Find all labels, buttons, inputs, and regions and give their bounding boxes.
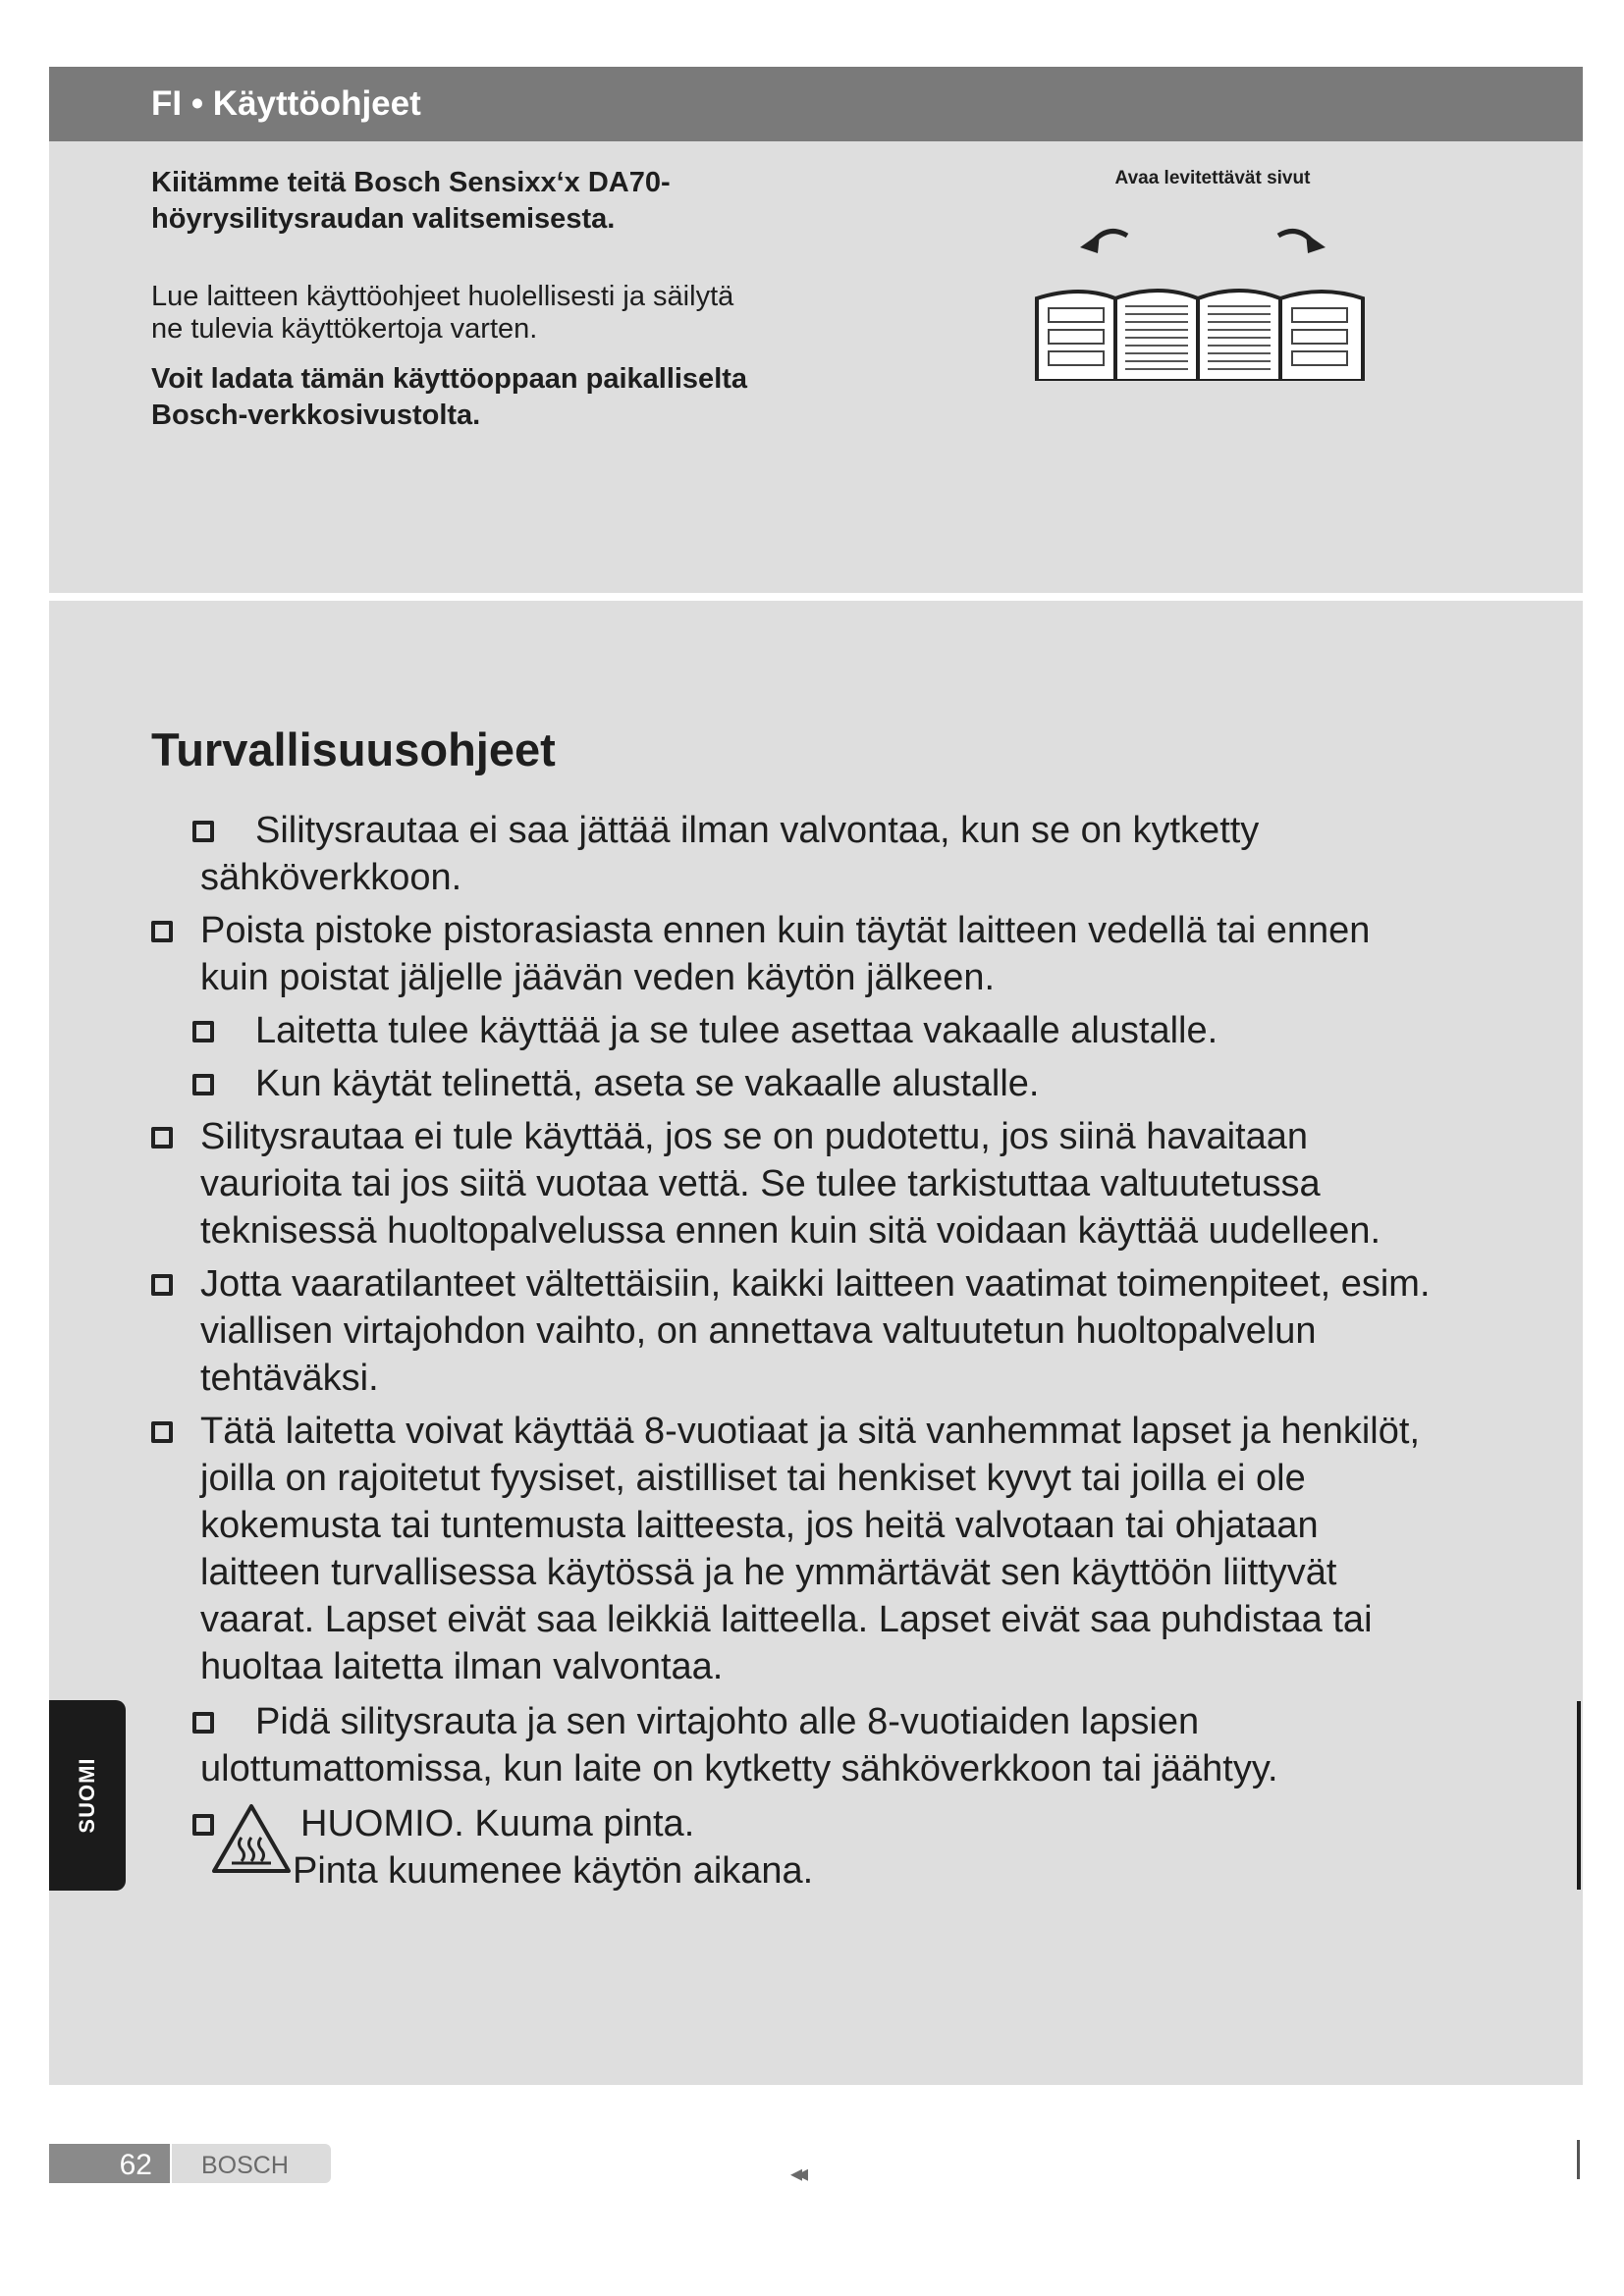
header-bar: [49, 67, 1583, 141]
read-line-2: ne tulevia käyttökertoja varten.: [151, 313, 538, 345]
item-line: Kun käytät telinettä, aseta se vakaalle alustalle.: [255, 1063, 1040, 1104]
thanks-line-1: Kiitämme teitä Bosch Sensixx‘x DA70-: [151, 167, 671, 198]
item-line: Poista pistoke pistorasiasta ennen kuin täytät laitteen vedellä tai ennen: [200, 910, 1371, 951]
read-line-1: Lue laitteen käyttöohjeet huolellisesti ja säilytä: [151, 281, 734, 312]
safety-item-3: [192, 1007, 1218, 1054]
section-title: Turvallisuusohjeet: [151, 723, 556, 775]
item-line: HUOMIO. Kuuma pinta.: [300, 1803, 695, 1844]
item-line: kuin poistat jäljelle jäävän veden käytön jälkeen.: [200, 957, 996, 998]
download-line-2: Bosch-verkkosivustolta.: [151, 400, 481, 431]
safety-item-4: [192, 1060, 1039, 1107]
item-line: laitteen turvallisessa käytössä ja he ymmärtävät sen käyttöön liittyvät: [200, 1552, 1337, 1593]
item-line: teknisessä huoltopalvelussa ennen kuin sitä voidaan käyttää uudelleen.: [200, 1210, 1381, 1252]
side-tab-label: SUOMI: [75, 1757, 99, 1834]
checkbox-bullet-icon: [151, 921, 173, 942]
checkbox-bullet-icon: [151, 1421, 173, 1443]
item-line: viallisen virtajohdon vaihto, on annettava valtuutetun huoltopalvelun: [200, 1310, 1317, 1352]
item-line: sähköverkkoon.: [200, 857, 462, 898]
item-line: Jotta vaaratilanteet vältettäisiin, kaikki laitteen vaatimat toimenpiteet, esim.: [200, 1263, 1431, 1305]
safety-item-6: [151, 1260, 1431, 1402]
item-line: joilla on rajoitetut fyysiset, aistilliset tai henkiset kyvyt tai joilla ei ole: [200, 1458, 1306, 1499]
safety-item-7: [151, 1408, 1420, 1690]
checkbox-bullet-icon: [151, 1274, 173, 1296]
intro-panel: [49, 141, 1583, 593]
page-number-box: [49, 2144, 170, 2183]
hot-surface-warning-icon: [210, 1802, 293, 1875]
right-margin-marker: [1577, 1701, 1581, 1890]
language-side-tab: [49, 1700, 126, 1891]
item-line: Tätä laitetta voivat käyttää 8-vuotiaat ja sitä vanhemmat lapset ja henkilöt,: [200, 1411, 1420, 1452]
item-line: Silitysrautaa ei tule käyttää, jos se on pudotettu, jos siinä havaitaan: [200, 1116, 1309, 1157]
item-line: vaarat. Lapset eivät saa leikkiä laitteella. Lapset eivät saa puhdistaa tai: [200, 1599, 1373, 1640]
back-nav-icon[interactable]: ◂◂: [790, 2161, 803, 2187]
header-title: FI • Käyttöohjeet: [151, 84, 421, 123]
item-line: ulottumattomissa, kun laite on kytketty sähköverkkoon tai jäähtyy.: [200, 1748, 1278, 1789]
safety-item-8: [192, 1698, 1278, 1792]
checkbox-bullet-icon: [192, 821, 214, 842]
page-number: 62: [119, 2149, 152, 2181]
item-line: vaurioita tai jos siitä vuotaa vettä. Se tulee tarkistuttaa valtuutetussa: [200, 1163, 1321, 1204]
checkbox-bullet-icon: [192, 1712, 214, 1734]
checkbox-bullet-icon: [192, 1074, 214, 1095]
checkbox-bullet-icon: [192, 1021, 214, 1042]
checkbox-bullet-icon: [151, 1127, 173, 1148]
brand-name: BOSCH: [201, 2152, 289, 2179]
safety-item-1: [192, 807, 1259, 901]
right-margin-marker: [1577, 2140, 1580, 2179]
item-line: kokemusta tai tuntemusta laitteesta, jos heitä valvotaan tai ohjataan: [200, 1505, 1319, 1546]
download-line-1: Voit ladata tämän käyttöoppaan paikalliselta: [151, 363, 748, 395]
safety-item-2: [151, 907, 1370, 1001]
thanks-line-2: höyrysilitysraudan valitsemisesta.: [151, 203, 616, 235]
item-line: Pidä silitysrauta ja sen virtajohto alle 8-vuotiaiden lapsien: [255, 1701, 1200, 1742]
safety-item-9: [192, 1800, 813, 1895]
safety-item-5: [151, 1113, 1380, 1255]
item-line: Pinta kuumenee käytön aikana.: [293, 1850, 814, 1892]
item-line: Laitetta tulee käyttää ja se tulee asettaa vakaalle alustalle.: [255, 1010, 1218, 1051]
safety-panel: [49, 601, 1583, 2085]
figure-caption: Avaa levitettävät sivut: [1114, 168, 1311, 188]
brand-box: [172, 2144, 331, 2183]
item-line: tehtäväksi.: [200, 1358, 379, 1399]
item-line: huoltaa laitetta ilman valvontaa.: [200, 1646, 724, 1687]
fold-out-pages-icon: [1031, 204, 1375, 381]
item-line: Silitysrautaa ei saa jättää ilman valvontaa, kun se on kytketty: [255, 810, 1260, 851]
